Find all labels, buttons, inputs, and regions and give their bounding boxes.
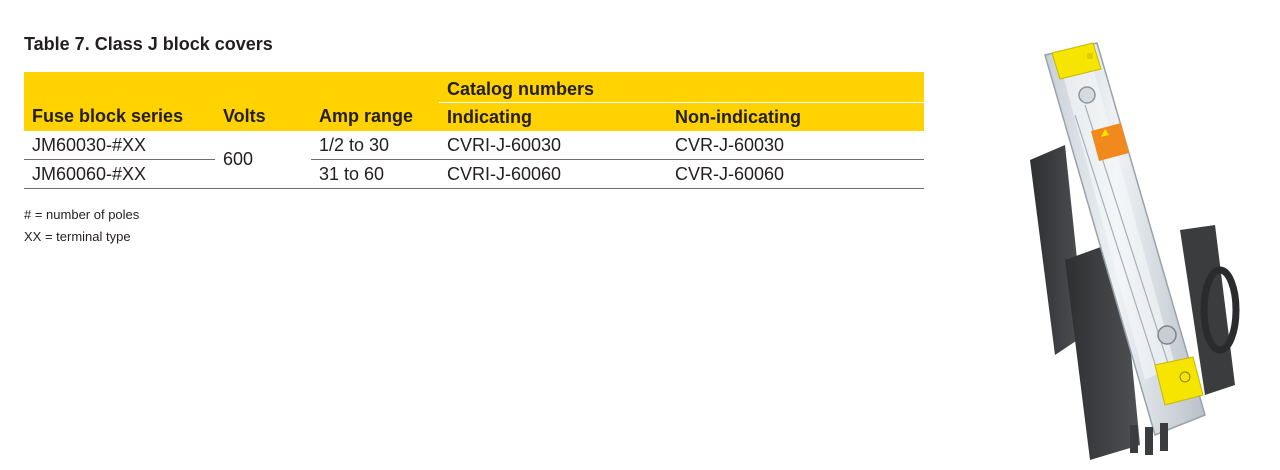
- fuse-block-cover-photo-icon: [1005, 35, 1275, 465]
- cell-amp-range: 31 to 60: [311, 160, 439, 189]
- header-spacer-volts: [215, 72, 311, 103]
- header-catalog-numbers: Catalog numbers: [439, 72, 924, 103]
- cell-series: JM60030-#XX: [24, 131, 215, 160]
- header-group-row: [24, 72, 924, 103]
- header-volts: Volts: [215, 103, 311, 132]
- header-indicating: Indicating: [439, 103, 667, 132]
- table-title: Table 7. Class J block covers: [24, 34, 273, 54]
- cell-volts: 600: [215, 131, 311, 189]
- cell-non-indicating: CVR-J-60030: [667, 131, 924, 160]
- cell-amp-range: 1/2 to 30: [311, 131, 439, 160]
- header-non-indicating: Non-indicating: [667, 103, 924, 132]
- header-column-row: [24, 103, 924, 132]
- header-fuse-block-series: Fuse block series: [24, 103, 215, 132]
- header-spacer-series: [24, 72, 215, 103]
- cell-indicating: CVRI-J-60030: [439, 131, 667, 160]
- cell-series: JM60060-#XX: [24, 160, 215, 189]
- table-footnotes: [24, 204, 139, 248]
- footnote-poles: # = number of poles: [24, 207, 140, 222]
- header-spacer-amp: [311, 72, 439, 103]
- cell-indicating: CVRI-J-60060: [439, 160, 667, 189]
- header-amp-range: Amp range: [311, 103, 439, 132]
- class-j-covers-table: [24, 72, 924, 189]
- table-row: [24, 160, 924, 189]
- table-row: [24, 131, 924, 160]
- cell-non-indicating: CVR-J-60060: [667, 160, 924, 189]
- footnote-terminal: XX = terminal type: [24, 229, 131, 244]
